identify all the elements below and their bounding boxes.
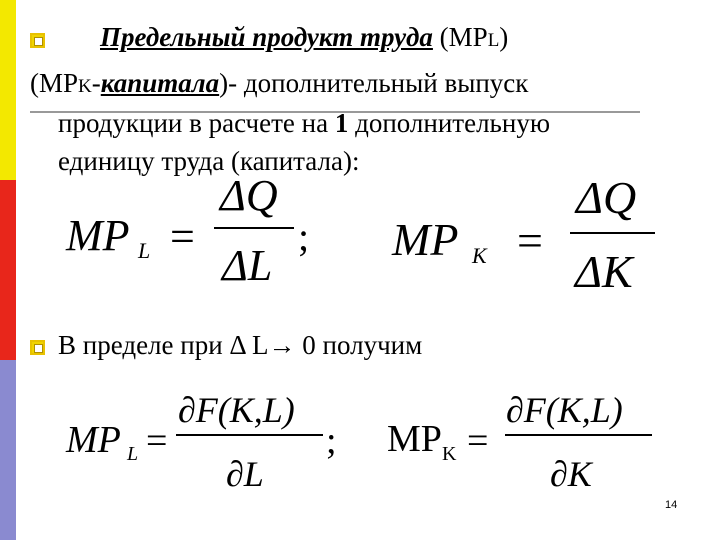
- formula-equals-1: =: [170, 212, 195, 261]
- definition-line-1: (MPK-капитала)- дополнительный выпуск: [30, 68, 529, 98]
- formula-numerator-partial-1: ∂F(K,L): [178, 390, 295, 430]
- formula-sub-labor-partial: L: [127, 443, 139, 465]
- page-number: 14: [665, 499, 678, 511]
- formula-equals-4: =: [467, 420, 489, 462]
- formula-denominator-partial-k: ∂K: [550, 454, 592, 494]
- formula-sub-capital-partial: K: [442, 443, 457, 465]
- formula-numerator-dq-2: ΔQ: [576, 172, 637, 223]
- formula-equals-3: =: [146, 420, 168, 462]
- definition-line-2: продукции в расчете на 1 дополнительную: [58, 108, 550, 138]
- definition-term: капитала: [100, 68, 220, 98]
- formula-mp-capital-partial: MP: [387, 418, 442, 460]
- formula-numerator-partial-2: ∂F(K,L): [506, 390, 623, 430]
- title-abbr: (MPL): [439, 22, 509, 52]
- formula-denominator-partial-l: ∂L: [226, 454, 264, 494]
- formula-numerator-dq-1: ΔQ: [220, 171, 278, 220]
- formula-mp-labor-partial: MP: [66, 419, 121, 461]
- formula-mp-capital: MP: [392, 214, 459, 265]
- limit-statement: В пределе при Δ L→ 0 получим: [58, 330, 423, 360]
- formula-mp-labor: MP: [66, 211, 130, 260]
- formula-denominator-dk: ΔK: [575, 246, 633, 297]
- formula-sub-labor: L: [138, 238, 151, 263]
- formula-semicolon-1: ;: [298, 214, 310, 259]
- definition-line-3: единицу труда (капитала):: [58, 146, 360, 176]
- formula-semicolon-2: ;: [326, 420, 337, 462]
- formula-equals-2: =: [517, 215, 543, 266]
- formula-denominator-dl: ΔL: [222, 241, 273, 290]
- title-term: Предельный продукт труда: [100, 22, 433, 52]
- formula-sub-capital: K: [472, 243, 487, 268]
